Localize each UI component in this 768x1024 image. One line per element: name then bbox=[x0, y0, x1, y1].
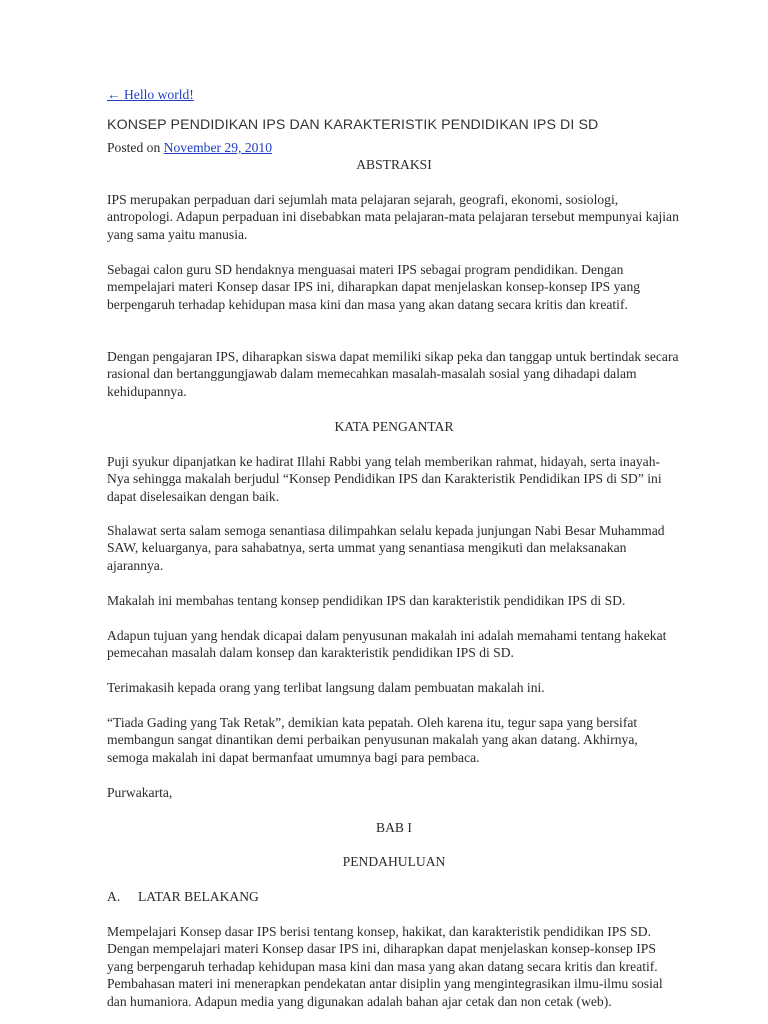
section-number: A. bbox=[107, 889, 121, 904]
paragraph: IPS merupakan perpaduan dari sejumlah mata pelajaran sejarah, geografi, ekonomi, sosiologi, antropologi. Adapun perpaduan ini disebabkan mata pelajaran-mata pelajaran tersebut mempunyai kajian yang sama yaitu manusia. bbox=[107, 192, 679, 242]
paragraph: Shalawat serta salam semoga senantiasa dilimpahkan selalu kepada junjungan Nabi Besar Muhammad SAW, keluarganya, para sahabatnya, serta ummat yang senantiasa mengikuti dan melaksanakan ajarannya. bbox=[107, 523, 665, 573]
paragraph: Sebagai calon guru SD hendaknya menguasai materi IPS sebagai program pendidikan. Dengan mempelajari materi Konsep dasar IPS ini, diharapkan dapat menjelaskan konsep-konsep IPS yang berpengaruh terhadap kehidupan masa kini dan masa yang akan datang secara kritis dan kreatif. bbox=[107, 262, 641, 312]
post-date-link[interactable]: November 29, 2010 bbox=[163, 140, 273, 155]
section-title: LATAR BELAKANG bbox=[138, 889, 259, 904]
paragraph: Mempelajari Konsep dasar IPS berisi tentang konsep, hakikat, dan karakteristik pendidikan IPS SD. Dengan mempelajari materi Konsep dasar IPS ini, diharapkan dapat menjelaskan konsep-konsep IPS yang berpengaruh terhadap kehidupan masa kini dan masa yang akan datang secara kritis dan kreatif. Pembahasan materi ini menerapkan pendekatan antar disiplin yang mengintegrasikan ilmu-ilmu sosial dan humaniora. Adapun media yang digunakan adalah bahan ajar cetak dan non cetak (web). bbox=[107, 924, 663, 1009]
paragraph: Makalah ini membahas tentang konsep pendidikan IPS dan karakteristik pendidikan IPS di SD. bbox=[107, 593, 626, 608]
closing-place: Purwakarta, bbox=[107, 785, 173, 800]
post-title: KONSEP PENDIDIKAN IPS DAN KARAKTERISTIK PENDIDIKAN IPS DI SD bbox=[107, 117, 599, 133]
section-heading bbox=[107, 888, 681, 905]
prev-post-link[interactable]: ← Hello world! bbox=[107, 87, 194, 102]
bab-heading: BAB I bbox=[376, 820, 412, 835]
posted-on-label: Posted on bbox=[107, 140, 161, 155]
paragraph: “Tiada Gading yang Tak Retak”, demikian kata pepatah. Oleh karena itu, tegur sapa yang bersifat membangun sangat dinantikan demi perbaikan penyusunan makalah yang akan datang. Akhirnya, semoga makalah ini dapat bermanfaat umumnya bagi para pembaca. bbox=[107, 715, 638, 765]
paragraph: Adapun tujuan yang hendak dicapai dalam penyusunan makalah ini adalah memahami tentang hakekat pemecahan masalah dalam konsep dan karakteristik pendidikan IPS di SD. bbox=[107, 628, 667, 661]
paragraph: Puji syukur dipanjatkan ke hadirat Illahi Rabbi yang telah memberikan rahmat, hidayah, serta inayah-Nya sehingga makalah berjudul “Konsep Pendidikan IPS dan Karakteristik Pendidikan IPS di SD” ini dapat diselesaikan dengan baik. bbox=[107, 454, 662, 504]
kata-pengantar-heading: KATA PENGANTAR bbox=[334, 419, 454, 434]
paragraph: Terimakasih kepada orang yang terlibat langsung dalam pembuatan makalah ini. bbox=[107, 680, 545, 695]
abstraksi-heading: ABSTRAKSI bbox=[356, 157, 432, 172]
pendahuluan-heading: PENDAHULUAN bbox=[342, 854, 446, 869]
paragraph: Dengan pengajaran IPS, diharapkan siswa dapat memiliki sikap peka dan tanggap untuk bertindak secara rasional dan bertanggungjawab dalam memecahkan masalah-masalah sosial yang dihadapi dalam kehidupannya. bbox=[107, 349, 679, 399]
post-meta bbox=[107, 139, 272, 156]
